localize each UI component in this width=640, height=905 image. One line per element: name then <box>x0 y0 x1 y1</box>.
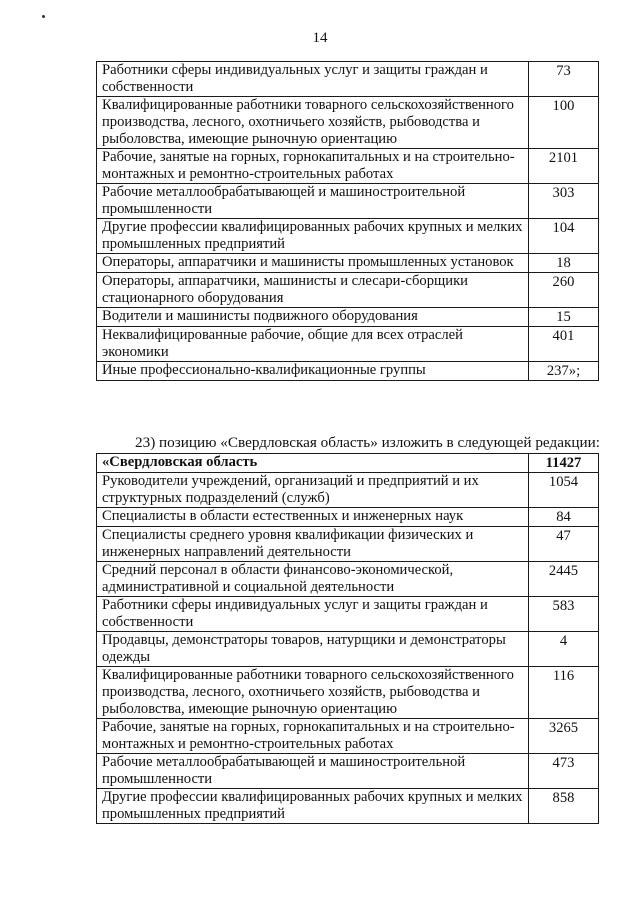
occupation-name: Руководители учреждений, организаций и предприятий и их структурных подразделений (служб) <box>97 473 529 508</box>
occupation-name: Иные профессионально-квалификационные группы <box>97 362 529 381</box>
amendment-paragraph: 23) позицию «Свердловская область» изложить в следующей редакции: <box>135 434 600 451</box>
table-row <box>97 62 599 97</box>
occupation-value: 303 <box>529 184 599 219</box>
occupation-value: 116 <box>529 667 599 719</box>
occupation-value: 2101 <box>529 149 599 184</box>
occupation-value: 237»; <box>529 362 599 381</box>
occupation-name: Операторы, аппаратчики и машинисты промышленных установок <box>97 254 529 273</box>
table-row <box>97 184 599 219</box>
occupation-value: 18 <box>529 254 599 273</box>
occupation-value: 47 <box>529 527 599 562</box>
table-row <box>97 667 599 719</box>
occupation-value: 583 <box>529 597 599 632</box>
occupation-value: 260 <box>529 273 599 308</box>
table-row <box>97 597 599 632</box>
occupation-value: 84 <box>529 508 599 527</box>
table-row <box>97 789 599 824</box>
occupation-name: Рабочие металлообрабатывающей и машиностроительной промышленности <box>97 754 529 789</box>
table-row <box>97 149 599 184</box>
occupation-value: 2445 <box>529 562 599 597</box>
table-row <box>97 754 599 789</box>
occupation-name: Специалисты в области естественных и инженерных наук <box>97 508 529 527</box>
scan-speck <box>42 15 45 18</box>
occupation-value: 104 <box>529 219 599 254</box>
table-row <box>97 527 599 562</box>
region-total: 11427 <box>529 454 599 473</box>
occupation-name: Квалифицированные работники товарного сельскохозяйственного производства, лесного, охотничьего хозяйств, рыбоводства и рыболовства, имеющие рыночную ориентацию <box>97 97 529 149</box>
occupation-value: 4 <box>529 632 599 667</box>
occupation-value: 73 <box>529 62 599 97</box>
table-row <box>97 473 599 508</box>
sverdlovsk-region-table <box>96 453 599 824</box>
occupation-name: Средний персонал в области финансово-экономической, административной и социальной деятельности <box>97 562 529 597</box>
occupation-name: Квалифицированные работники товарного сельскохозяйственного производства, лесного, охотничьего хозяйств, рыбоводства и рыболовства, имеющие рыночную ориентацию <box>97 667 529 719</box>
region-name: «Свердловская область <box>97 454 529 473</box>
occupation-name: Работники сферы индивидуальных услуг и защиты граждан и собственности <box>97 62 529 97</box>
occupation-table-continued <box>96 61 599 381</box>
table-header-row <box>97 454 599 473</box>
occupation-name: Другие профессии квалифицированных рабочих крупных и мелких промышленных предприятий <box>97 789 529 824</box>
occupation-value: 15 <box>529 308 599 327</box>
table-row <box>97 632 599 667</box>
occupation-value: 858 <box>529 789 599 824</box>
table-row <box>97 719 599 754</box>
table-row <box>97 562 599 597</box>
table-row <box>97 219 599 254</box>
occupation-name: Водители и машинисты подвижного оборудования <box>97 308 529 327</box>
occupation-value: 100 <box>529 97 599 149</box>
occupation-name: Работники сферы индивидуальных услуг и защиты граждан и собственности <box>97 597 529 632</box>
occupation-name: Рабочие металлообрабатывающей и машиностроительной промышленности <box>97 184 529 219</box>
page-number: 14 <box>312 30 328 46</box>
table-row <box>97 273 599 308</box>
table-row <box>97 254 599 273</box>
table-row <box>97 308 599 327</box>
occupation-name: Специалисты среднего уровня квалификации физических и инженерных направлений деятельности <box>97 527 529 562</box>
occupation-name: Рабочие, занятые на горных, горнокапитальных и на строительно-монтажных и ремонтно-строительных работах <box>97 719 529 754</box>
occupation-name: Операторы, аппаратчики, машинисты и слесари-сборщики стационарного оборудования <box>97 273 529 308</box>
occupation-value: 401 <box>529 327 599 362</box>
table-row <box>97 327 599 362</box>
occupation-name: Неквалифицированные рабочие, общие для всех отраслей экономики <box>97 327 529 362</box>
table-row <box>97 97 599 149</box>
occupation-value: 473 <box>529 754 599 789</box>
occupation-name: Рабочие, занятые на горных, горнокапитальных и на строительно-монтажных и ремонтно-строительных работах <box>97 149 529 184</box>
table-row <box>97 362 599 381</box>
occupation-name: Другие профессии квалифицированных рабочих крупных и мелких промышленных предприятий <box>97 219 529 254</box>
occupation-value: 3265 <box>529 719 599 754</box>
occupation-value: 1054 <box>529 473 599 508</box>
table-row <box>97 508 599 527</box>
occupation-name: Продавцы, демонстраторы товаров, натурщики и демонстраторы одежды <box>97 632 529 667</box>
